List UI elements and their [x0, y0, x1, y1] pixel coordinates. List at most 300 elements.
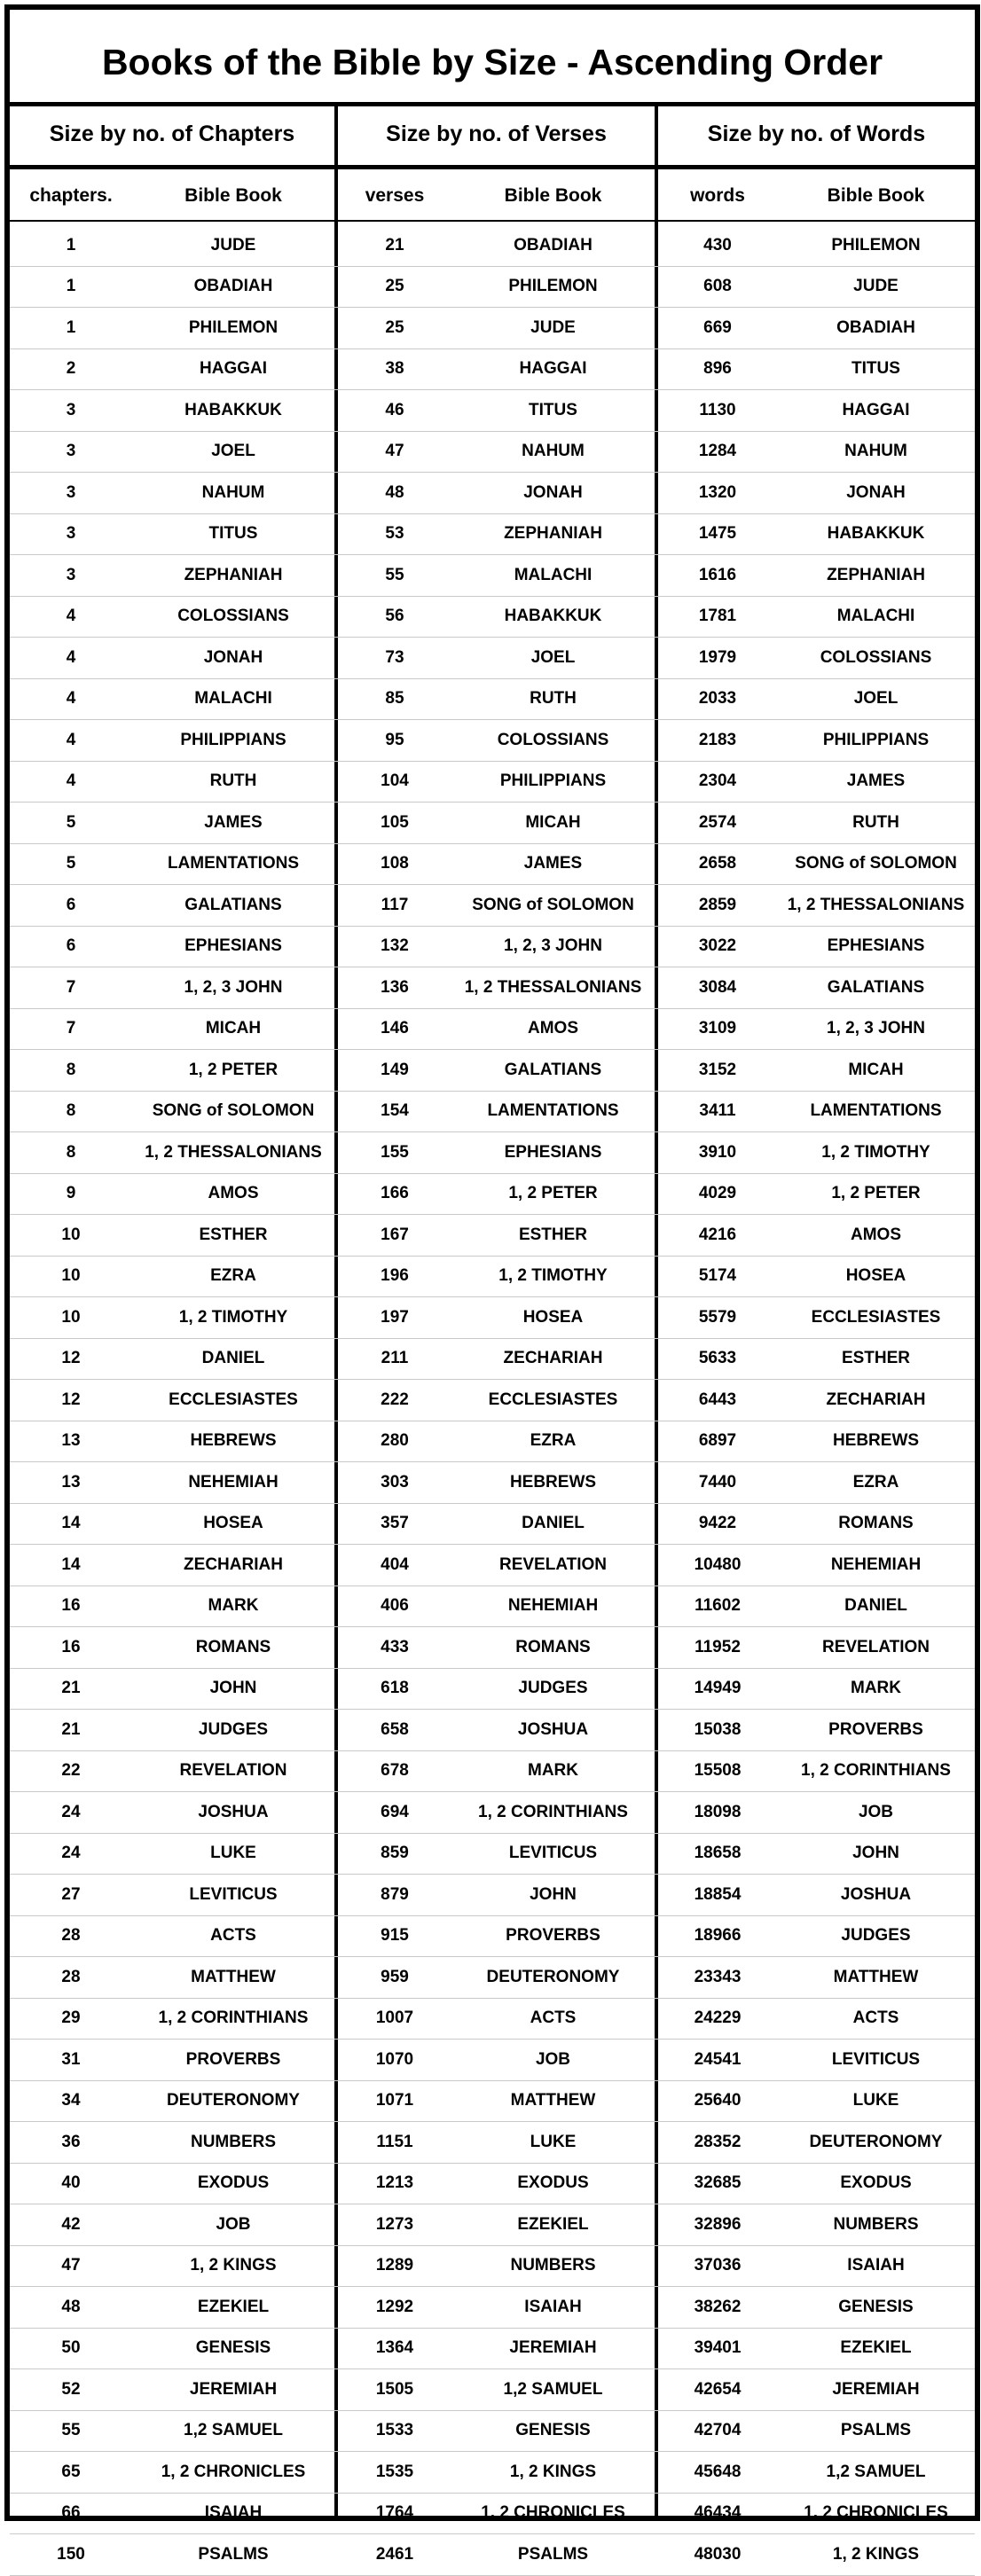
- book-by-chapters-cell: LEVITICUS: [189, 1884, 278, 1904]
- book-by-verses-cell: HABAKKUK: [504, 607, 602, 626]
- book-by-verses-cell: HEBREWS: [509, 1472, 597, 1492]
- verses-cell: 166: [381, 1184, 409, 1203]
- book-by-verses-cell: AMOS: [528, 1019, 578, 1038]
- words-cell: 42654: [694, 2379, 742, 2399]
- verses-cell: 105: [381, 812, 409, 832]
- book-by-chapters-cell: 1,2 SAMUEL: [184, 2421, 283, 2440]
- table-row: [10, 1421, 975, 1463]
- table-row: [10, 1710, 975, 1751]
- words-cell: 24541: [694, 2049, 742, 2069]
- book-by-chapters-cell: JOEL: [211, 442, 255, 461]
- chapters-cell: 12: [61, 1349, 81, 1368]
- book-by-chapters-cell: EZEKIEL: [197, 2297, 270, 2316]
- book-by-verses-cell: 1, 2 KINGS: [509, 2462, 597, 2481]
- book-by-verses-cell: JUDGES: [518, 1679, 588, 1698]
- chapters-cell: 3: [66, 524, 76, 544]
- table-row: [10, 349, 975, 391]
- chapters-cell: 31: [61, 2049, 81, 2069]
- words-cell: 42704: [694, 2421, 742, 2440]
- chapters-cell: 10: [61, 1225, 81, 1244]
- table-row: [10, 1834, 975, 1875]
- chapters-cell: 34: [61, 2091, 81, 2110]
- words-cell: 3084: [698, 977, 737, 997]
- words-cell: 5174: [698, 1266, 737, 1286]
- words-cell: 896: [703, 359, 732, 379]
- verses-cell: 154: [381, 1101, 409, 1121]
- table-row: [10, 1132, 975, 1174]
- chapters-cell: 55: [61, 2421, 81, 2440]
- book-by-words-cell: AMOS: [851, 1225, 901, 1244]
- verses-cell: 95: [385, 730, 404, 749]
- words-cell: 1475: [698, 524, 737, 544]
- chapters-cell: 22: [61, 1761, 81, 1781]
- book-by-words-cell: ACTS: [852, 2008, 899, 2028]
- book-by-words-cell: MARK: [851, 1679, 901, 1698]
- column-header-book-1: Bible Book: [184, 185, 282, 206]
- book-by-chapters-cell: NAHUM: [201, 482, 265, 502]
- book-by-words-cell: ECCLESIASTES: [811, 1307, 941, 1327]
- book-by-chapters-cell: MALACHI: [194, 689, 272, 709]
- book-by-chapters-cell: DEUTERONOMY: [167, 2091, 300, 2110]
- book-by-words-cell: 1, 2 CORINTHIANS: [801, 1761, 951, 1781]
- book-by-chapters-cell: GENESIS: [195, 2338, 271, 2358]
- table-row: [10, 2534, 975, 2576]
- chapters-cell: 40: [61, 2173, 81, 2193]
- table-row: [10, 473, 975, 514]
- words-cell: 18966: [694, 1926, 742, 1946]
- table-row: [10, 1009, 975, 1051]
- verses-cell: 25: [385, 277, 404, 296]
- verses-cell: 73: [385, 647, 404, 667]
- book-by-verses-cell: ECCLESIASTES: [488, 1390, 618, 1409]
- words-cell: 37036: [694, 2256, 742, 2275]
- book-by-verses-cell: ISAIAH: [524, 2297, 582, 2316]
- verses-cell: 53: [385, 524, 404, 544]
- verses-cell: 678: [381, 1761, 409, 1781]
- words-cell: 3152: [698, 1060, 737, 1079]
- book-by-words-cell: 1, 2 THESSALONIANS: [787, 895, 965, 914]
- verses-cell: 694: [381, 1802, 409, 1821]
- words-cell: 45648: [694, 2462, 742, 2481]
- book-by-chapters-cell: JOSHUA: [198, 1802, 269, 1821]
- book-by-verses-cell: EXODUS: [517, 2173, 589, 2193]
- words-cell: 18098: [694, 1802, 742, 1821]
- book-by-words-cell: NAHUM: [844, 442, 907, 461]
- verses-cell: 303: [381, 1472, 409, 1492]
- group-header-words: Size by no. of Words: [707, 121, 926, 146]
- book-by-chapters-cell: EPHESIANS: [184, 936, 282, 956]
- words-cell: 1320: [698, 482, 737, 502]
- chapters-cell: 4: [66, 771, 76, 791]
- book-by-chapters-cell: SONG of SOLOMON: [152, 1101, 315, 1121]
- table-row: [10, 1916, 975, 1958]
- chapters-cell: 8: [66, 1101, 76, 1121]
- book-by-words-cell: EZRA: [852, 1472, 899, 1492]
- book-by-words-cell: 1, 2 TIMOTHY: [821, 1142, 930, 1162]
- chapters-cell: 13: [61, 1472, 81, 1492]
- verses-cell: 85: [385, 689, 404, 709]
- words-cell: 28352: [694, 2132, 742, 2151]
- table-row: [10, 2246, 975, 2288]
- book-by-verses-cell: MATTHEW: [510, 2091, 596, 2110]
- words-cell: 5579: [698, 1307, 737, 1327]
- book-by-chapters-cell: 1, 2 KINGS: [190, 2256, 277, 2275]
- words-cell: 10480: [694, 1554, 742, 1574]
- verses-cell: 433: [381, 1637, 409, 1656]
- book-by-words-cell: DEUTERONOMY: [809, 2132, 943, 2151]
- book-by-chapters-cell: JUDE: [210, 235, 256, 254]
- words-cell: 3022: [698, 936, 737, 956]
- book-by-verses-cell: 1, 2 THESSALONIANS: [464, 977, 642, 997]
- book-by-chapters-cell: MATTHEW: [191, 1967, 276, 1986]
- verses-cell: 1505: [375, 2379, 414, 2399]
- book-by-chapters-cell: PSALMS: [198, 2544, 269, 2564]
- table-row: [10, 1957, 975, 1999]
- book-by-verses-cell: PHILEMON: [508, 277, 598, 296]
- chapters-cell: 50: [61, 2338, 81, 2358]
- book-by-words-cell: MALACHI: [836, 607, 915, 626]
- verses-cell: 149: [381, 1060, 409, 1079]
- book-by-chapters-cell: ISAIAH: [204, 2503, 263, 2523]
- verses-cell: 959: [381, 1967, 409, 1986]
- words-cell: 46434: [694, 2503, 742, 2523]
- book-by-words-cell: JAMES: [846, 771, 906, 791]
- book-by-verses-cell: TITUS: [529, 400, 577, 419]
- book-by-verses-cell: SONG of SOLOMON: [472, 895, 634, 914]
- column-header-book-2: Bible Book: [504, 185, 602, 206]
- verses-cell: 1273: [375, 2214, 414, 2234]
- column-header-words: words: [690, 185, 745, 206]
- book-by-chapters-cell: 1, 2 TIMOTHY: [178, 1307, 288, 1327]
- column-header-book-3: Bible Book: [827, 185, 925, 206]
- table-body: [10, 225, 975, 2576]
- table-row: [10, 1339, 975, 1381]
- book-by-words-cell: JEREMIAH: [832, 2379, 920, 2399]
- book-by-words-cell: JOB: [858, 1802, 894, 1821]
- verses-cell: 25: [385, 317, 404, 337]
- verses-cell: 357: [381, 1514, 409, 1533]
- chapters-cell: 4: [66, 647, 76, 667]
- chapters-cell: 65: [61, 2462, 81, 2481]
- book-by-words-cell: GALATIANS: [827, 977, 925, 997]
- chapters-cell: 3: [66, 442, 76, 461]
- book-by-chapters-cell: JUDGES: [198, 1719, 269, 1739]
- verses-cell: 1535: [375, 2462, 414, 2481]
- verses-cell: 1533: [375, 2421, 414, 2440]
- book-by-words-cell: JOHN: [852, 1844, 899, 1863]
- chapters-cell: 48: [61, 2297, 81, 2316]
- book-by-words-cell: 1, 2 CHRONICLES: [804, 2503, 948, 2523]
- book-by-verses-cell: OBADIAH: [514, 235, 593, 254]
- words-cell: 1130: [699, 400, 736, 419]
- book-by-verses-cell: MARK: [528, 1761, 578, 1781]
- table-row: [10, 720, 975, 762]
- group-header-verses: Size by no. of Verses: [386, 121, 607, 146]
- words-cell: 2658: [698, 854, 737, 873]
- table-row: [10, 1545, 975, 1586]
- book-by-words-cell: EZEKIEL: [840, 2338, 912, 2358]
- book-by-chapters-cell: MICAH: [205, 1019, 262, 1038]
- book-by-words-cell: JONAH: [846, 482, 906, 502]
- verses-cell: 197: [381, 1307, 409, 1327]
- verses-cell: 108: [381, 854, 409, 873]
- book-by-words-cell: MICAH: [848, 1060, 904, 1079]
- book-by-words-cell: GENESIS: [838, 2297, 914, 2316]
- table-row: [10, 1669, 975, 1711]
- chapters-cell: 4: [66, 607, 76, 626]
- words-cell: 3109: [698, 1019, 737, 1038]
- book-by-chapters-cell: ECCLESIASTES: [169, 1390, 298, 1409]
- table-row: [10, 1215, 975, 1257]
- book-by-verses-cell: ESTHER: [518, 1225, 588, 1244]
- chapters-cell: 21: [61, 1679, 81, 1698]
- verses-cell: 1292: [375, 2297, 414, 2316]
- book-by-chapters-cell: HABAKKUK: [184, 400, 282, 419]
- words-cell: 9422: [698, 1514, 737, 1533]
- table-row: [10, 1504, 975, 1546]
- words-cell: 1616: [698, 565, 737, 584]
- book-by-words-cell: DANIEL: [844, 1596, 907, 1616]
- table-row: [10, 885, 975, 927]
- verses-cell: 1070: [375, 2049, 414, 2069]
- table-row: [10, 1092, 975, 1133]
- verses-cell: 117: [381, 895, 409, 914]
- book-by-verses-cell: ROMANS: [515, 1637, 591, 1656]
- book-by-verses-cell: LUKE: [530, 2132, 577, 2151]
- words-cell: 32685: [694, 2173, 742, 2193]
- table-row: [10, 1380, 975, 1421]
- table-row: [10, 2040, 975, 2081]
- book-by-words-cell: ESTHER: [841, 1349, 911, 1368]
- book-by-verses-cell: JUDE: [530, 317, 576, 337]
- book-by-chapters-cell: JAMES: [204, 812, 263, 832]
- book-by-words-cell: REVELATION: [821, 1637, 930, 1656]
- book-by-verses-cell: REVELATION: [498, 1554, 608, 1574]
- words-cell: 2304: [698, 771, 737, 791]
- chapters-cell: 10: [61, 1307, 81, 1327]
- chapters-cell: 9: [66, 1184, 76, 1203]
- chapters-cell: 6: [66, 895, 76, 914]
- verses-cell: 859: [381, 1844, 409, 1863]
- book-by-verses-cell: GALATIANS: [504, 1060, 602, 1079]
- table-row: [10, 927, 975, 968]
- verses-cell: 1764: [375, 2503, 414, 2523]
- book-by-chapters-cell: RUTH: [209, 771, 257, 791]
- verses-cell: 879: [381, 1884, 409, 1904]
- book-by-words-cell: JOEL: [853, 689, 899, 709]
- book-by-verses-cell: DEUTERONOMY: [486, 1967, 620, 1986]
- verses-cell: 1007: [375, 2008, 414, 2028]
- verses-cell: 146: [381, 1019, 409, 1038]
- words-cell: 1979: [698, 647, 737, 667]
- book-by-words-cell: LUKE: [852, 2091, 899, 2110]
- verses-cell: 46: [385, 400, 404, 419]
- book-by-chapters-cell: HAGGAI: [200, 359, 267, 379]
- book-by-chapters-cell: TITUS: [208, 524, 258, 544]
- book-by-chapters-cell: GALATIANS: [184, 895, 282, 914]
- verses-cell: 1289: [375, 2256, 414, 2275]
- book-by-verses-cell: PHILIPPIANS: [499, 771, 607, 791]
- book-by-verses-cell: NUMBERS: [510, 2256, 596, 2275]
- chapters-cell: 21: [61, 1719, 81, 1739]
- words-cell: 11602: [695, 1596, 741, 1616]
- chapters-cell: 52: [61, 2379, 81, 2399]
- words-cell: 2033: [698, 689, 737, 709]
- chapters-cell: 24: [61, 1802, 81, 1821]
- words-cell: 4216: [698, 1225, 737, 1244]
- book-by-words-cell: HABAKKUK: [827, 524, 925, 544]
- table-row: [10, 514, 975, 556]
- words-cell: 669: [703, 317, 732, 337]
- chapters-cell: 24: [61, 1844, 81, 1863]
- book-by-verses-cell: 1, 2 CHRONICLES: [481, 2503, 625, 2523]
- page-title: Books of the Bible by Size - Ascending Order: [101, 41, 883, 82]
- book-by-words-cell: EPHESIANS: [827, 936, 925, 956]
- book-by-words-cell: OBADIAH: [836, 317, 915, 337]
- chapters-cell: 27: [61, 1884, 81, 1904]
- book-by-verses-cell: MICAH: [525, 812, 581, 832]
- book-by-chapters-cell: 1, 2 THESSALONIANS: [145, 1142, 322, 1162]
- book-by-verses-cell: JONAH: [523, 482, 583, 502]
- verses-cell: 2461: [375, 2544, 414, 2564]
- words-cell: 23343: [694, 1967, 742, 1986]
- book-by-words-cell: TITUS: [852, 359, 900, 379]
- table-row: [10, 803, 975, 844]
- bible-size-table: [4, 4, 980, 2564]
- table-row: [10, 1875, 975, 1916]
- chapters-cell: 5: [66, 812, 76, 832]
- table-row: [10, 225, 975, 267]
- words-cell: 5633: [698, 1349, 737, 1368]
- table-row: [10, 844, 975, 886]
- words-cell: 4029: [698, 1184, 737, 1203]
- chapters-cell: 1: [66, 317, 76, 337]
- book-by-verses-cell: PROVERBS: [506, 1926, 600, 1946]
- book-by-words-cell: ZECHARIAH: [826, 1390, 926, 1409]
- chapters-cell: 14: [61, 1514, 81, 1533]
- table-row: [10, 2494, 975, 2535]
- table-row: [10, 1050, 975, 1092]
- verses-cell: 406: [381, 1596, 409, 1616]
- book-by-chapters-cell: LUKE: [210, 1844, 256, 1863]
- words-cell: 3411: [699, 1101, 736, 1121]
- book-by-words-cell: LAMENTATIONS: [810, 1101, 942, 1121]
- book-by-chapters-cell: 1, 2 CHRONICLES: [161, 2462, 306, 2481]
- table-row: [10, 1297, 975, 1339]
- chapters-cell: 1: [66, 235, 76, 254]
- chapters-cell: 10: [61, 1266, 81, 1286]
- book-by-chapters-cell: PHILEMON: [188, 317, 279, 337]
- table-row: [10, 2164, 975, 2205]
- table-row: [10, 1586, 975, 1628]
- book-by-words-cell: ISAIAH: [847, 2256, 905, 2275]
- words-cell: 6443: [698, 1390, 737, 1409]
- table-row: [10, 2411, 975, 2453]
- book-by-chapters-cell: 1, 2, 3 JOHN: [184, 977, 283, 997]
- table-row: [10, 2369, 975, 2411]
- book-by-chapters-cell: JOHN: [209, 1679, 257, 1698]
- words-cell: 39401: [694, 2338, 742, 2358]
- table-row: [10, 308, 975, 349]
- book-by-chapters-cell: OBADIAH: [193, 277, 273, 296]
- book-by-verses-cell: 1, 2 PETER: [508, 1184, 598, 1203]
- verses-cell: 222: [381, 1390, 409, 1409]
- book-by-verses-cell: EZRA: [530, 1431, 577, 1451]
- book-by-verses-cell: RUTH: [530, 689, 577, 709]
- chapters-cell: 28: [61, 1967, 81, 1986]
- table-row: [10, 432, 975, 474]
- table-row: [10, 1792, 975, 1834]
- chapters-cell: 14: [61, 1554, 81, 1574]
- book-by-words-cell: NUMBERS: [833, 2214, 919, 2234]
- table-row: [10, 2329, 975, 2370]
- words-cell: 15038: [694, 1719, 742, 1739]
- book-by-verses-cell: 1, 2 CORINTHIANS: [478, 1802, 628, 1821]
- chapters-cell: 4: [66, 689, 76, 709]
- book-by-words-cell: RUTH: [852, 812, 899, 832]
- book-by-chapters-cell: MARK: [208, 1596, 259, 1616]
- chapters-cell: 7: [66, 977, 76, 997]
- book-by-verses-cell: JOB: [535, 2049, 571, 2069]
- verses-cell: 167: [381, 1225, 409, 1244]
- book-by-verses-cell: LEVITICUS: [508, 1844, 598, 1863]
- words-cell: 15508: [694, 1761, 742, 1781]
- chapters-cell: 66: [61, 2503, 81, 2523]
- words-cell: 7440: [698, 1472, 737, 1492]
- book-by-chapters-cell: 1, 2 CORINTHIANS: [158, 2008, 309, 2028]
- book-by-words-cell: NEHEMIAH: [830, 1554, 922, 1574]
- table-row: [10, 1174, 975, 1216]
- chapters-cell: 1: [66, 277, 76, 296]
- verses-cell: 55: [385, 565, 404, 584]
- chapters-cell: 13: [61, 1431, 81, 1451]
- chapters-cell: 4: [66, 730, 76, 749]
- book-by-chapters-cell: AMOS: [208, 1184, 259, 1203]
- book-by-words-cell: ROMANS: [838, 1514, 914, 1533]
- words-cell: 1781: [698, 607, 737, 626]
- book-by-words-cell: PHILEMON: [831, 235, 921, 254]
- book-by-words-cell: PROVERBS: [828, 1719, 923, 1739]
- book-by-chapters-cell: ZEPHANIAH: [184, 565, 283, 584]
- chapters-cell: 3: [66, 400, 76, 419]
- book-by-words-cell: PSALMS: [840, 2421, 912, 2440]
- book-by-verses-cell: JEREMIAH: [509, 2338, 597, 2358]
- book-by-verses-cell: PSALMS: [517, 2544, 589, 2564]
- verses-cell: 658: [381, 1719, 409, 1739]
- book-by-words-cell: 1,2 SAMUEL: [826, 2462, 926, 2481]
- book-by-words-cell: JOSHUA: [840, 1884, 912, 1904]
- table-row: [10, 762, 975, 803]
- words-cell: 2574: [698, 812, 737, 832]
- words-cell: 2859: [698, 895, 737, 914]
- chapters-cell: 150: [57, 2544, 85, 2564]
- book-by-chapters-cell: JONAH: [203, 647, 263, 667]
- table-row: [10, 1627, 975, 1669]
- words-cell: 18854: [694, 1884, 742, 1904]
- verses-cell: 1364: [375, 2338, 414, 2358]
- book-by-verses-cell: JAMES: [523, 854, 583, 873]
- verses-cell: 56: [385, 607, 404, 626]
- chapters-cell: 42: [61, 2214, 81, 2234]
- verses-cell: 196: [381, 1266, 409, 1286]
- column-header-divider: [10, 220, 975, 222]
- table-row: [10, 597, 975, 638]
- group-header-divider: [10, 165, 975, 169]
- words-cell: 11952: [695, 1637, 741, 1656]
- book-by-words-cell: MATTHEW: [833, 1967, 919, 1986]
- book-by-words-cell: HEBREWS: [832, 1431, 920, 1451]
- book-by-chapters-cell: PHILIPPIANS: [180, 730, 286, 749]
